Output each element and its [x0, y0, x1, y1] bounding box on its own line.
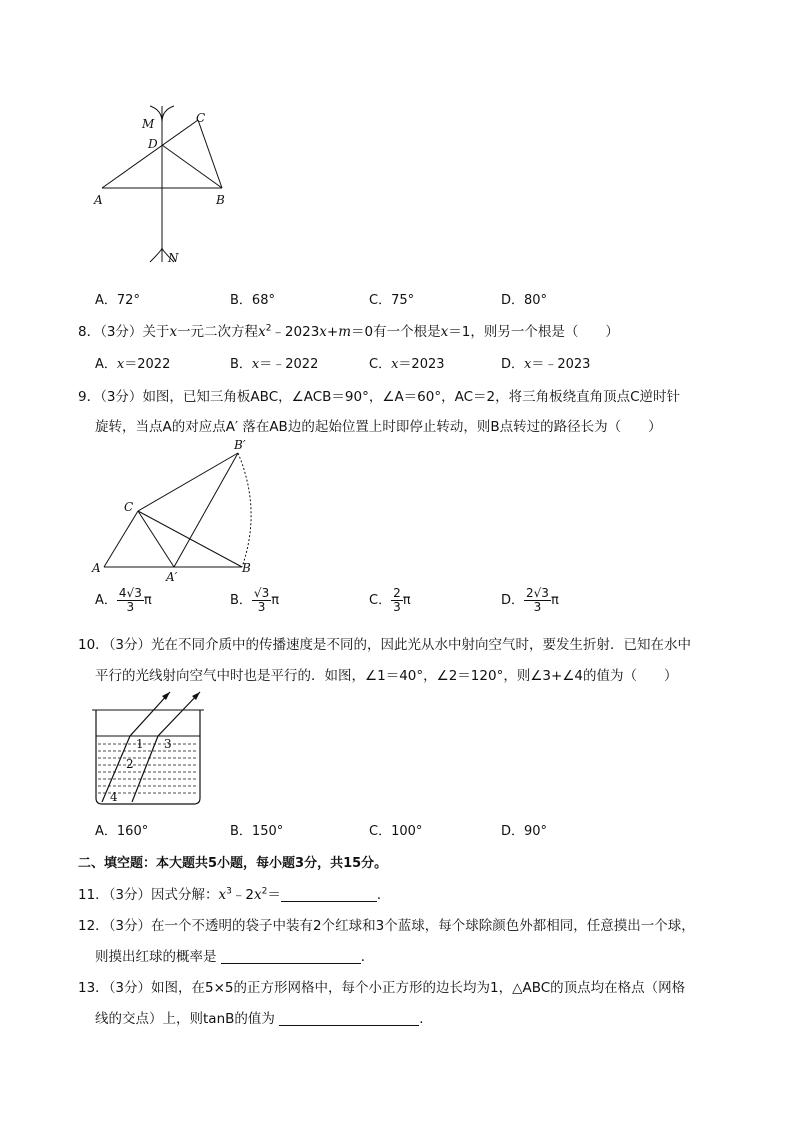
- q9-rotation-arc: [238, 453, 251, 567]
- q12-stem-line2: 则摸出红球的概率是 ．: [95, 949, 375, 965]
- q7-label-a: A: [94, 193, 103, 207]
- q9-label-b-prime: B′: [234, 438, 246, 452]
- q10-stem-line1: 10．（3分）光在不同介质中的传播速度是不同的，因此光从水中射向空气时，要发生折射．已知在水中: [78, 637, 692, 653]
- q8-option-c: C．x＝2023: [369, 357, 445, 372]
- q7-option-d: D．80°: [501, 293, 548, 308]
- q9-label-a-prime: A′: [166, 570, 178, 584]
- q7-option-c: C．75°: [369, 293, 415, 308]
- q9-option-b: B． $\frac{√3}{3}$ π: [230, 586, 280, 614]
- q10-option-d: D．90°: [501, 824, 548, 839]
- q9-label-c: C: [124, 500, 134, 514]
- q9-option-d: D． $\frac{2√3}{3}$ π: [501, 586, 559, 614]
- q13-stem-line2: 线的交点）上，则tanB的值为 ．: [95, 1011, 433, 1027]
- q7-label-m: M: [142, 117, 155, 131]
- q12-answer-blank[interactable]: [221, 949, 361, 964]
- q10-label-3: 3: [164, 737, 172, 751]
- q11-stem: 11．（3分）因式分解：$x^3﹣2x^2=$ ．: [78, 886, 391, 903]
- q7-side-bc: [198, 120, 222, 188]
- q9-option-a: A． $\frac{4√3}{3}$ π: [95, 586, 152, 614]
- q8-option-b: B．x＝﹣2022: [230, 357, 319, 372]
- q7-figure: [90, 100, 250, 270]
- q9-stem-line1: 9．（3分）如图，已知三角板ABC，∠ACB＝90°，∠A＝60°，AC＝2，将三角板绕直角顶点C逆时针: [78, 389, 681, 405]
- q9-label-b: B: [242, 561, 251, 575]
- q10-option-b: B．150°: [230, 824, 284, 839]
- q8-option-d: D．x＝﹣2023: [501, 357, 591, 372]
- q10-label-1: 1: [136, 737, 144, 751]
- q9-side-cb-prime: [138, 453, 238, 511]
- q7-label-d: D: [148, 137, 158, 151]
- q7-label-n: N: [168, 251, 179, 265]
- q7-option-b: B．68°: [230, 293, 275, 308]
- q7-option-a: A．72°: [95, 293, 140, 308]
- q9-side-a-prime-b-prime: [174, 453, 238, 567]
- q10-label-4: 4: [110, 790, 118, 804]
- q9-label-a: A: [92, 561, 101, 575]
- q8-option-a: A．x＝2022: [95, 357, 171, 372]
- q9-side-ac: [104, 511, 138, 567]
- q9-option-c: C． $\frac{2}{3}$ π: [369, 586, 411, 614]
- q10-stem-line2: 平行的光线射向空气中时也是平行的．如图，∠1＝40°，∠2＝120°，则∠3+∠4的值为（ ）: [95, 668, 678, 684]
- q12-stem-line1: 12．（3分）在一个不透明的袋子中装有2个红球和3个蓝球，每个球除颜色外都相同，任意摸出一个球，: [78, 918, 695, 934]
- q9-stem-line2: 旋转，当点A的对应点A′ 落在AB边的起始位置上时即停止转动，则B点转过的路径长为（ ）: [95, 419, 662, 435]
- q10-figure: [90, 688, 215, 810]
- q7-label-c: C: [196, 111, 206, 125]
- q10-option-c: C．100°: [369, 824, 423, 839]
- q9-figure: [90, 435, 260, 585]
- q9-side-ca-prime: [138, 511, 174, 567]
- q7-label-b: B: [216, 193, 225, 207]
- q13-stem-line1: 13．（3分）如图，在5×5的正方形网格中，每个小正方形的边长均为1，△ABC的顶点均在格点（网格: [78, 980, 686, 996]
- q7-segment-db: [162, 145, 222, 188]
- q10-water-lines: [98, 744, 198, 793]
- section-2-heading: 二、填空题：本大题共5小题，每小题3分，共15分。: [78, 856, 388, 871]
- q10-label-2: 2: [126, 757, 134, 771]
- q10-option-a: A．160°: [95, 824, 149, 839]
- q8-stem: 8．（3分）关于x一元二次方程$x^2﹣2023x+m=0$有一个根是x＝1，则另一个根是（ ）: [78, 323, 619, 340]
- q11-answer-blank[interactable]: [281, 887, 377, 902]
- q13-answer-blank[interactable]: [279, 1011, 419, 1026]
